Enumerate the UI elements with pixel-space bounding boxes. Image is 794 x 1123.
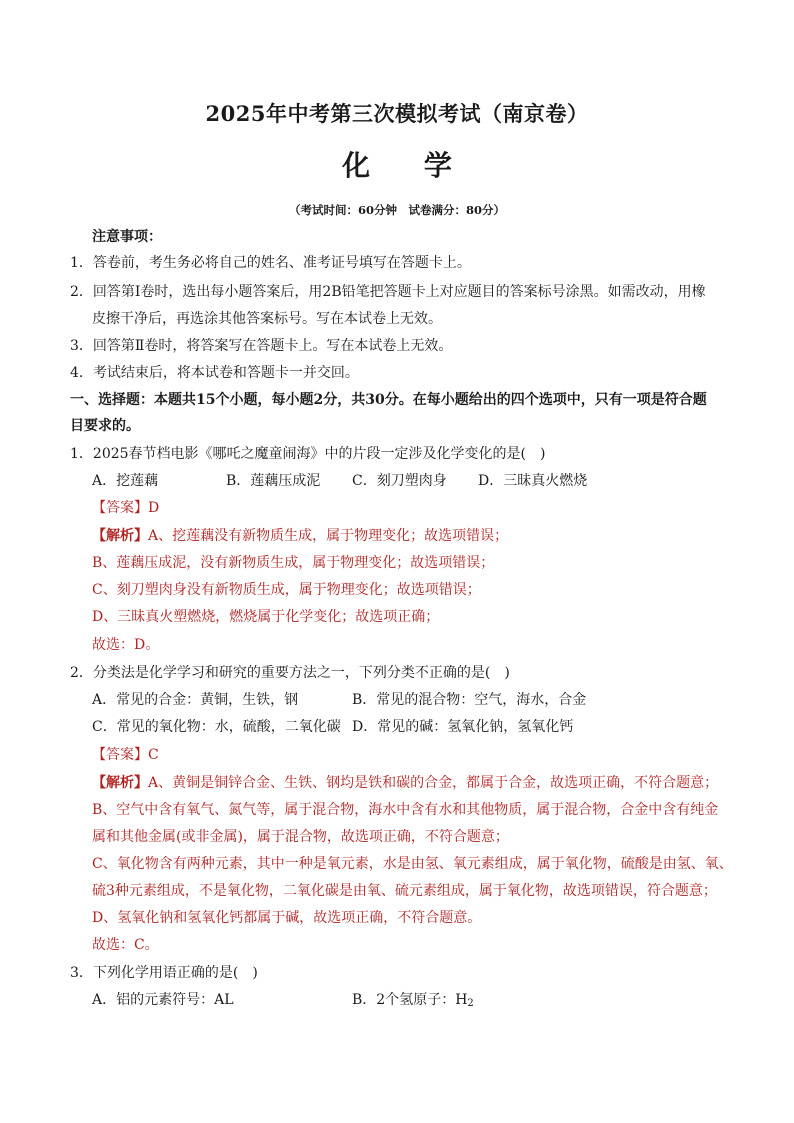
- q1-option-b: B．莲藕压成泥: [226, 473, 321, 489]
- q2-option-c: C．常见的氧化物：水，硫酸，二氧化碳: [92, 719, 341, 735]
- q1-analysis-label: 【解析】: [92, 528, 148, 544]
- q2-analysis-1: 【解析】A、黄铜是铜锌合金、生铁、钢均是铁和碳的合金，都属于合金，故选项正确，不符合题意；: [92, 775, 719, 791]
- q2-analysis-2: B、空气中含有氧气、氮气等，属于混合物，海水中含有水和其他物质，属于混合物，合金中含有纯金: [92, 802, 719, 818]
- q2-answer: 【答案】C: [92, 747, 159, 763]
- section1-heading: 一、选择题：本题共15个小题，每小题2分，共30分。在每小题给出的四个选项中，只有一项是符合题: [70, 392, 707, 408]
- q2-option-d: D．常见的碱：氢氧化钠，氢氧化钙: [352, 719, 574, 735]
- q2-analysis-6: D、氢氧化钠和氢氧化钙都属于碱，故选项正确，不符合题意。: [92, 910, 482, 926]
- q1-analysis-1: 【解析】A、挖莲藕没有新物质生成，属于物理变化；故选项错误；: [92, 528, 509, 544]
- notice-item-2: 2．回答第Ⅰ卷时，选出每小题答案后，用2B铅笔把答题卡上对应题目的答案标号涂黑。如需改动，用橡: [70, 284, 706, 300]
- q2-stem: 2．分类法是化学学习和研究的重要方法之一，下列分类不正确的是( ): [70, 665, 510, 681]
- q2-analysis-label: 【解析】: [92, 775, 148, 791]
- q2-option-a: A．常见的合金：黄铜，生铁，钢: [92, 692, 299, 708]
- q3-option-b: B．2个氢原子：$H_2$: [352, 992, 474, 1009]
- q3-stem: 3．下列化学用语正确的是( ): [70, 965, 258, 981]
- q1-option-a: A．挖莲藕: [92, 473, 159, 489]
- q1-option-d: D．三昧真火燃烧: [478, 473, 588, 489]
- q1-choice: 故选：D。: [92, 637, 160, 653]
- q2-analysis-5: 硫3种元素组成，不是氧化物，二氧化碳是由氧、硫元素组成，属于氧化物，故选项错误，符合题意；: [92, 883, 717, 899]
- notice-heading: 注意事项：: [92, 229, 162, 245]
- q1-option-c: C．刻刀塑肉身: [352, 473, 447, 489]
- q2-option-b: B．常见的混合物：空气，海水，合金: [352, 692, 587, 708]
- q2-analysis-3: 属和其他金属(或非金属)，属于混合物，故选项正确，不符合题意；: [92, 829, 509, 845]
- q1-answer: 【答案】D: [92, 500, 160, 516]
- exam-meta: （考试时间：60分钟 试卷满分：80分）: [288, 203, 505, 217]
- notice-item-1: 1．答卷前，考生务必将自己的姓名、准考证号填写在答题卡上。: [70, 255, 471, 271]
- q1-stem: 1．2025春节档电影《哪吒之魔童闹海》中的片段一定涉及化学变化的是( ): [70, 446, 546, 462]
- q2-choice: 故选：C。: [92, 937, 159, 953]
- notice-item-2-cont: 皮擦干净后，再选涂其他答案标号。写在本试卷上无效。: [92, 311, 442, 327]
- section1-heading-cont: 目要求的。: [70, 418, 140, 434]
- q1-analysis-3: C、刻刀塑肉身没有新物质生成，属于物理变化；故选项错误；: [92, 582, 481, 598]
- notice-item-3: 3．回答第Ⅱ卷时，将答案写在答题卡上。写在本试卷上无效。: [70, 338, 453, 354]
- q3-option-a: A．铝的元素符号：AL: [92, 992, 234, 1008]
- exam-title: 2025年中考第三次模拟考试（南京卷）: [205, 101, 589, 126]
- q1-analysis-4: D、三昧真火塑燃烧，燃烧属于化学变化；故选项正确；: [92, 609, 440, 625]
- subject-title: 化 学: [342, 149, 474, 182]
- q3-option-b-subscript: 2: [467, 998, 474, 1009]
- q2-analysis-4: C、氧化物含有两种元素，其中一种是氧元素，水是由氢、氧元素组成，属于氧化物，硫酸是由氢、氧、: [92, 856, 733, 872]
- q1-analysis-2: B、莲藕压成泥，没有新物质生成，属于物理变化；故选项错误；: [92, 555, 495, 571]
- notice-item-4: 4．考试结束后，将本试卷和答题卡一并交回。: [70, 365, 359, 381]
